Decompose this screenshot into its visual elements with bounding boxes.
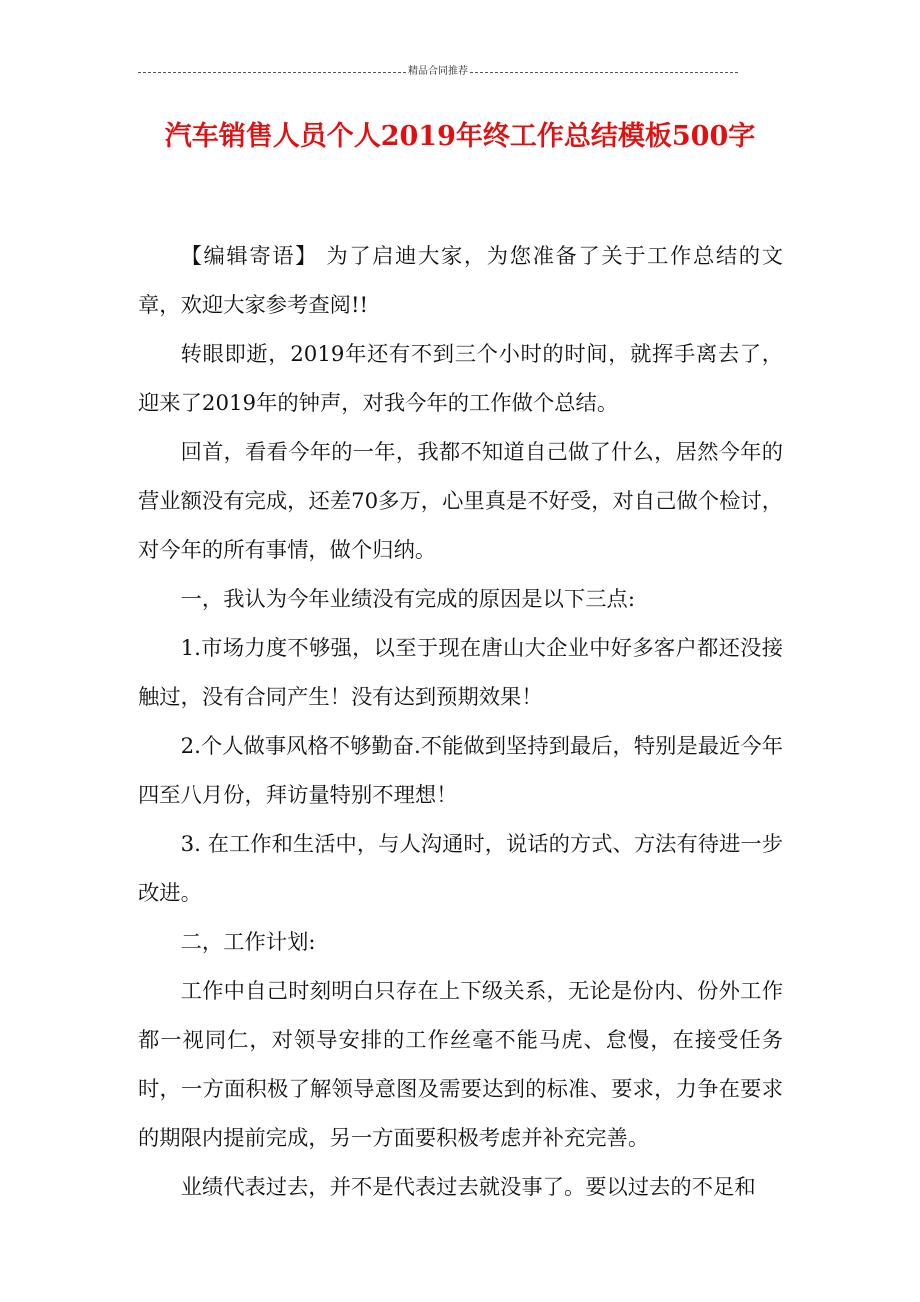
paragraph-plan-body: 工作中自己时刻明白只存在上下级关系，无论是份内、份外工作都一视同仁，对领导安排的工作丝毫不能马虎、怠慢，在接受任务时，一方面积极了解领导意图及需要达到的标准、要求，力争在要求的期限内提前完成，另一方面要积极考虑并补充完善。 — [138, 979, 783, 1151]
paragraph-reason-3: 3. 在工作和生活中，与人沟通时，说话的方式、方法有待进一步改进。 — [138, 832, 783, 906]
header-label: 精品合同推荐 — [408, 66, 468, 77]
document-body — [138, 232, 783, 1212]
paragraph-reason-2: 2.个人做事风格不够勤奋.不能做到坚持到最后，特别是最近今年四至八月份，拜访量特别不理想！ — [138, 734, 783, 808]
header-dash-left — [138, 72, 406, 73]
paragraph-closing: 业绩代表过去，并不是代表过去就没事了。要以过去的不足和 — [180, 1175, 756, 1200]
paragraph-plan-heading: 二，工作计划: — [180, 930, 316, 955]
paragraph-reasons-heading: 一，我认为今年业绩没有完成的原因是以下三点: — [180, 587, 636, 612]
paragraph-review: 回首，看看今年的一年，我都不知道自己做了什么，居然今年的营业额没有完成，还差70多万，心里真是不好受，对自己做个检讨，对今年的所有事情，做个归纳。 — [138, 440, 783, 563]
paragraph-intro: 转眼即逝，2019年还有不到三个小时的时间，就挥手离去了，迎来了2019年的钟声，对我今年的工作做个总结。 — [138, 342, 783, 416]
paragraph-editor-note: 【编辑寄语】 为了启迪大家，为您准备了关于工作总结的文章，欢迎大家参考查阅!! — [138, 244, 783, 318]
document-title: 汽车销售人员个人2019年终工作总结模板500字 — [164, 121, 756, 152]
header-dash-right — [470, 72, 738, 73]
page-header — [138, 66, 738, 78]
paragraph-reason-1: 1.市场力度不够强，以至于现在唐山大企业中好多客户都还没接触过，没有合同产生！没有达到预期效果！ — [138, 636, 783, 710]
